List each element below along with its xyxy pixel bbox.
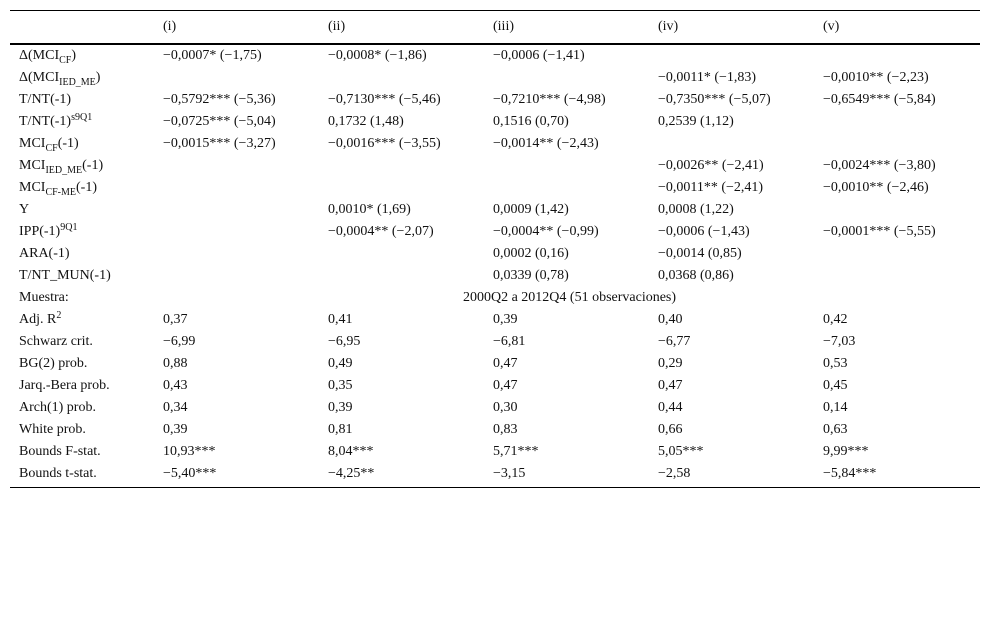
table-cell: −0,0011* (−1,83) — [658, 69, 757, 85]
header-cell-iv: (iv) — [649, 11, 814, 44]
row-label-text: Bounds F-stat. — [19, 443, 101, 459]
row-label-text: Bounds t-stat. — [19, 465, 97, 481]
row-label-tail: (-1) — [82, 157, 104, 173]
row-label-tail: ) — [95, 69, 101, 85]
row-label-text: Arch(1) prob. — [19, 399, 96, 415]
table-cell — [154, 67, 319, 89]
table-cell — [484, 67, 649, 89]
row-label — [10, 243, 154, 265]
table-cell: 0,41 — [328, 311, 353, 327]
row-label-text: MCI — [19, 179, 46, 195]
table-row — [10, 309, 980, 331]
row-label — [10, 44, 154, 67]
table-cell: 5,05*** — [658, 443, 704, 459]
table-row — [10, 397, 980, 419]
row-label-text: IPP(-1) — [19, 223, 61, 239]
header-cell-iii: (iii) — [484, 11, 649, 44]
table-cell: 0,47 — [658, 377, 683, 393]
table-row — [10, 243, 980, 265]
row-label — [10, 375, 154, 397]
row-label — [10, 155, 154, 177]
table-cell — [814, 199, 980, 221]
table-cell — [484, 177, 649, 199]
table-cell: 0,1516 (0,70) — [493, 113, 569, 129]
row-label — [10, 111, 154, 133]
table-cell: −0,7210*** (−4,98) — [493, 91, 606, 107]
table-cell: −0,0016*** (−3,55) — [328, 135, 441, 151]
table-cell: 0,45 — [823, 377, 848, 393]
table-cell: −6,99 — [163, 333, 196, 349]
table-cell: −0,0008* (−1,86) — [328, 47, 427, 63]
table-cell — [319, 243, 484, 265]
table-cell: 8,04*** — [328, 443, 374, 459]
table-cell: −0,0014 (0,85) — [658, 245, 742, 261]
table-cell: 0,39 — [493, 311, 518, 327]
table-cell — [154, 221, 319, 243]
table-cell: 5,71*** — [493, 443, 539, 459]
table-row — [10, 44, 980, 67]
table-row — [10, 221, 980, 243]
row-label-text: Muestra: — [19, 289, 69, 305]
table-cell: 0,47 — [493, 377, 518, 393]
table-cell: −6,77 — [658, 333, 691, 349]
table-cell — [649, 44, 814, 67]
table-cell — [154, 265, 319, 287]
table-cell: −0,0725*** (−5,04) — [163, 113, 276, 129]
table-cell: 0,1732 (1,48) — [328, 113, 404, 129]
table-cell: −0,0007* (−1,75) — [163, 47, 262, 63]
table-cell: −0,0001*** (−5,55) — [823, 223, 936, 239]
table-cell — [319, 155, 484, 177]
table-row — [10, 133, 980, 155]
row-label — [10, 221, 154, 243]
table-cell: −7,03 — [823, 333, 856, 349]
row-label — [10, 133, 154, 155]
table-row — [10, 111, 980, 133]
row-label-text: Δ(MCI — [19, 69, 60, 85]
row-label-subscript: CF — [45, 142, 58, 154]
table-cell: 10,93*** — [163, 443, 216, 459]
row-label — [10, 265, 154, 287]
table-row — [10, 199, 980, 221]
table-cell — [154, 243, 319, 265]
table-cell: 0,0002 (0,16) — [493, 245, 569, 261]
table-cell: −6,95 — [328, 333, 361, 349]
header-row — [10, 11, 980, 44]
table-cell: −0,5792*** (−5,36) — [163, 91, 276, 107]
row-label-tail: ) — [71, 47, 77, 63]
table-cell: −0,6549*** (−5,84) — [823, 91, 936, 107]
table-row — [10, 265, 980, 287]
row-label-text: Δ(MCI — [19, 47, 60, 63]
table-cell: 0,0009 (1,42) — [493, 201, 569, 217]
table-cell: −0,0014** (−2,43) — [493, 135, 599, 151]
table-row — [10, 419, 980, 441]
table-cell: −0,0015*** (−3,27) — [163, 135, 276, 151]
table-cell: 0,29 — [658, 355, 683, 371]
table-cell: 0,0010* (1,69) — [328, 201, 411, 217]
row-label-tail: (-1) — [57, 135, 79, 151]
table-cell: −4,25** — [319, 463, 484, 488]
row-label-text: ARA(-1) — [19, 245, 70, 261]
header-cell-ii: (ii) — [319, 11, 484, 44]
row-label — [10, 177, 154, 199]
table-cell: −0,0024*** (−3,80) — [823, 157, 936, 173]
row-label-tail: (-1) — [76, 179, 98, 195]
table-cell: −0,0004** (−2,07) — [328, 223, 434, 239]
table-cell: 0,2539 (1,12) — [658, 113, 734, 129]
row-label — [10, 199, 154, 221]
table-row — [10, 331, 980, 353]
table-cell: 0,44 — [658, 399, 683, 415]
table-cell: 0,39 — [328, 399, 353, 415]
table-row — [10, 353, 980, 375]
row-label — [10, 463, 154, 488]
table-cell — [814, 44, 980, 67]
row-label-superscript: 9Q1 — [60, 221, 78, 233]
table-cell: −0,7350*** (−5,07) — [658, 91, 771, 107]
table-row — [10, 89, 980, 111]
table-cell: 0,81 — [328, 421, 353, 437]
table-cell: 0,0008 (1,22) — [658, 201, 734, 217]
row-label-text: T/NT(-1) — [19, 113, 72, 129]
row-label-subscript: IED_ME — [59, 76, 96, 88]
header-cell-i: (i) — [154, 11, 319, 44]
table-cell: −0,7130*** (−5,46) — [328, 91, 441, 107]
row-label-superscript: s9Q1 — [71, 111, 93, 123]
table-row — [10, 441, 980, 463]
table-cell — [319, 67, 484, 89]
table-cell — [319, 177, 484, 199]
row-label-text: Jarq.-Bera prob. — [19, 377, 110, 393]
row-label — [10, 397, 154, 419]
row-label-text: Schwarz crit. — [19, 333, 93, 349]
row-label-text: T/NT(-1) — [19, 91, 72, 107]
table-cell: 0,43 — [163, 377, 188, 393]
table-cell: −3,15 — [484, 463, 649, 488]
row-label — [10, 353, 154, 375]
table-cell: 0,35 — [328, 377, 353, 393]
table-cell: 0,53 — [823, 355, 848, 371]
table-row — [10, 375, 980, 397]
table-cell: 9,99*** — [823, 443, 869, 459]
table-cell: −5,40*** — [154, 463, 319, 488]
table-cell: 0,83 — [493, 421, 518, 437]
table-cell — [649, 133, 814, 155]
table-row — [10, 463, 980, 488]
table-cell: 0,37 — [163, 311, 188, 327]
table-header — [10, 11, 980, 44]
row-label — [10, 287, 154, 309]
table-cell — [814, 265, 980, 287]
table-body — [10, 44, 980, 488]
table-cell — [319, 265, 484, 287]
table-cell: 0,66 — [658, 421, 683, 437]
row-label — [10, 309, 154, 331]
table-cell — [154, 177, 319, 199]
table-row — [10, 67, 980, 89]
row-label-text: BG(2) prob. — [19, 355, 88, 371]
table-cell: −0,0011** (−2,41) — [658, 179, 764, 195]
table-cell: 0,88 — [163, 355, 188, 371]
table-cell: 0,0339 (0,78) — [493, 267, 569, 283]
table-cell: −0,0010** (−2,23) — [823, 69, 929, 85]
row-label-subscript: CF-ME — [45, 186, 77, 198]
table-cell: −0,0006 (−1,41) — [493, 47, 585, 63]
table-cell: −0,0004** (−0,99) — [493, 223, 599, 239]
table-row — [10, 177, 980, 199]
row-label — [10, 441, 154, 463]
table-cell: 0,63 — [823, 421, 848, 437]
row-label — [10, 419, 154, 441]
table-cell — [814, 111, 980, 133]
table-cell: −0,0006 (−1,43) — [658, 223, 750, 239]
header-cell-v: (v) — [814, 11, 980, 44]
table-cell: −2,58 — [649, 463, 814, 488]
row-label-superscript: 2 — [56, 309, 62, 321]
table-cell: 0,49 — [328, 355, 353, 371]
table-cell: 0,34 — [163, 399, 188, 415]
header-cell-label — [10, 11, 154, 44]
row-label — [10, 67, 154, 89]
row-label-subscript: IED_ME — [45, 164, 83, 176]
sample-cell: 2000Q2 a 2012Q4 (51 observaciones) — [462, 289, 677, 305]
row-label-text: T/NT_MUN(-1) — [19, 267, 111, 283]
table-cell: 0,0368 (0,86) — [658, 267, 734, 283]
table-cell — [154, 199, 319, 221]
table-cell: 0,14 — [823, 399, 848, 415]
table-cell — [484, 155, 649, 177]
table-cell: 0,39 — [163, 421, 188, 437]
row-label-text: White prob. — [19, 421, 86, 437]
table-cell: 0,30 — [493, 399, 518, 415]
table-cell: 0,47 — [493, 355, 518, 371]
table-row — [10, 155, 980, 177]
table-row — [10, 287, 980, 309]
table-cell — [154, 155, 319, 177]
row-label-text: MCI — [19, 135, 46, 151]
row-label-text: Y — [19, 201, 30, 217]
table-cell: 0,40 — [658, 311, 683, 327]
table-cell — [814, 243, 980, 265]
table-cell: −0,0026** (−2,41) — [658, 157, 764, 173]
results-table — [10, 10, 980, 488]
row-label-text: Adj. R — [19, 311, 57, 327]
row-label-text: MCI — [19, 157, 46, 173]
table-cell — [814, 133, 980, 155]
table-cell: −0,0010** (−2,46) — [823, 179, 929, 195]
table-cell: −5,84*** — [814, 463, 980, 488]
row-label — [10, 89, 154, 111]
row-label-subscript: CF — [59, 54, 72, 66]
table-cell: −6,81 — [493, 333, 526, 349]
table-cell: 0,42 — [823, 311, 848, 327]
row-label — [10, 331, 154, 353]
